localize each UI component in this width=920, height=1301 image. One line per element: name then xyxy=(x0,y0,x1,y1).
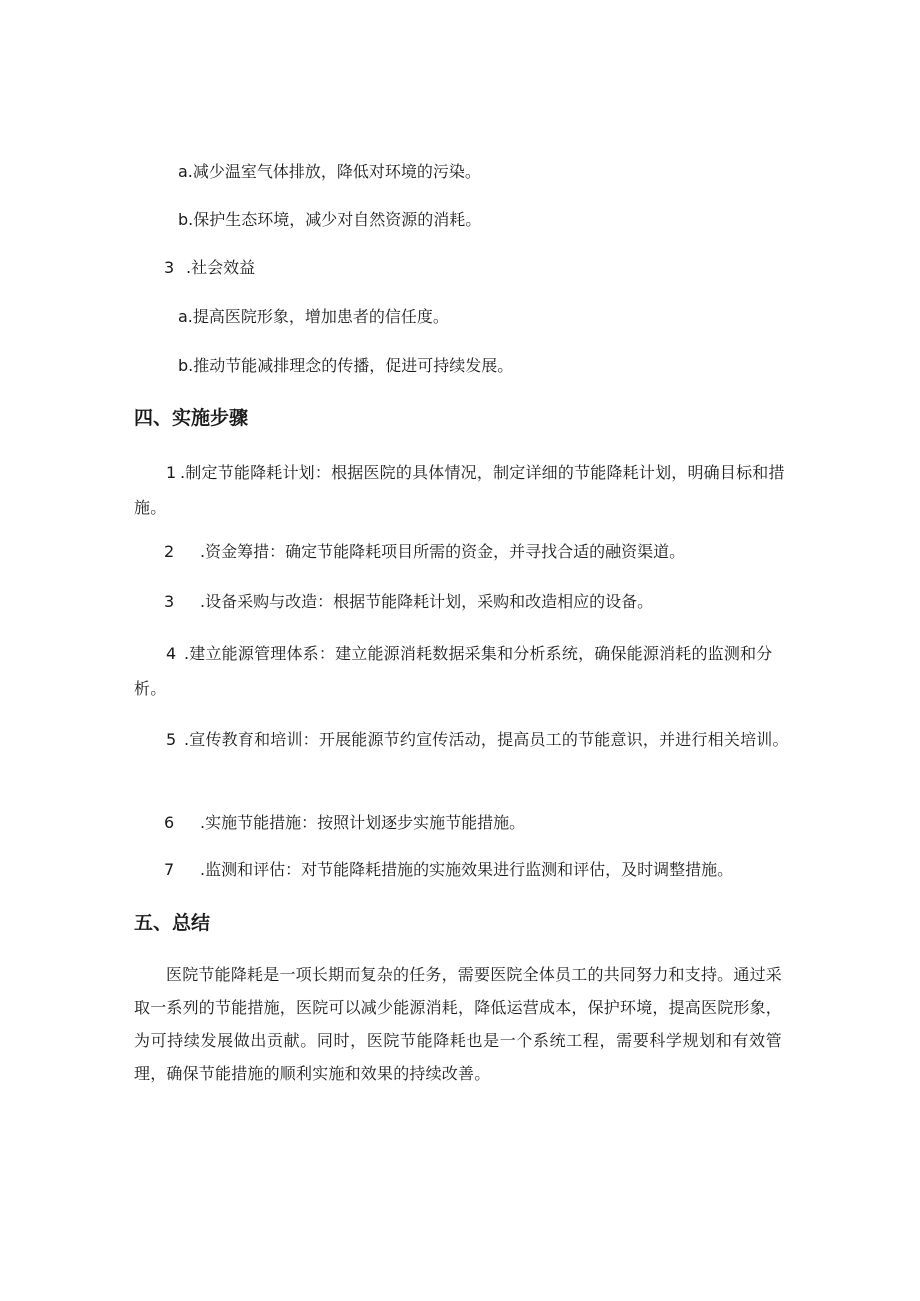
social-benefits-title: .社会效益 xyxy=(186,258,256,277)
step-6-number: 6 xyxy=(164,813,175,832)
step-5 xyxy=(134,722,790,757)
step-5-text: .宣传教育和培训：开展能源节约宣传活动，提高员工的节能意识，并进行相关培训。 xyxy=(184,730,789,749)
step-3-text: .设备采购与改造：根据节能降耗计划，采购和改造相应的设备。 xyxy=(200,592,654,611)
step-5-number: 5 xyxy=(166,730,177,749)
section4-title: 四、实施步骤 xyxy=(134,407,249,429)
step-6 xyxy=(164,813,525,833)
step-3 xyxy=(164,592,653,612)
step-1 xyxy=(134,455,790,525)
summary-paragraph: 医院节能降耗是一项长期而复杂的任务，需要医院全体员工的共同努力和支持。通过采取一系列的节能措施，医院可以减少能源消耗，降低运营成本，保护环境，提高医院形象，为可持续发展做出贡献。同时，医院节能降耗也是一个系统工程，需要科学规划和有效管理，确保节能措施的顺利实施和效果的持续改善。 xyxy=(134,965,783,1083)
social-benefit-b: b.推动节能减排理念的传播，促进可持续发展。 xyxy=(178,356,514,375)
step-4-number: 4 xyxy=(166,644,177,663)
social-benefits-heading xyxy=(164,258,255,278)
step-7-text: .监测和评估：对节能降耗措施的实施效果进行监测和评估，及时调整措施。 xyxy=(200,860,734,879)
step-1-text: .制定节能降耗计划：根据医院的具体情况，制定详细的节能降耗计划，明确目标和措施。 xyxy=(134,463,785,517)
step-7-number: 7 xyxy=(164,860,175,879)
social-benefit-a: a.提高医院形象，增加患者的信任度。 xyxy=(178,307,449,326)
step-1-number: 1 xyxy=(166,463,177,482)
env-benefit-b: b.保护生态环境，减少对自然资源的消耗。 xyxy=(178,210,482,229)
step-2-number: 2 xyxy=(164,542,175,561)
step-4-text: .建立能源管理体系：建立能源消耗数据采集和分析系统，确保能源消耗的监测和分析。 xyxy=(134,644,773,698)
step-6-text: .实施节能措施：按照计划逐步实施节能措施。 xyxy=(200,813,526,832)
step-2 xyxy=(164,542,685,562)
section5-title: 五、总结 xyxy=(134,912,211,934)
step-2-text: .资金筹措：确定节能降耗项目所需的资金，并寻找合适的融资渠道。 xyxy=(200,542,686,561)
step-3-number: 3 xyxy=(164,592,175,611)
step-4 xyxy=(134,636,790,706)
social-benefits-number: 3 xyxy=(164,258,175,277)
step-7 xyxy=(164,860,733,880)
env-benefit-a: a.减少温室气体排放，降低对环境的污染。 xyxy=(178,162,481,181)
